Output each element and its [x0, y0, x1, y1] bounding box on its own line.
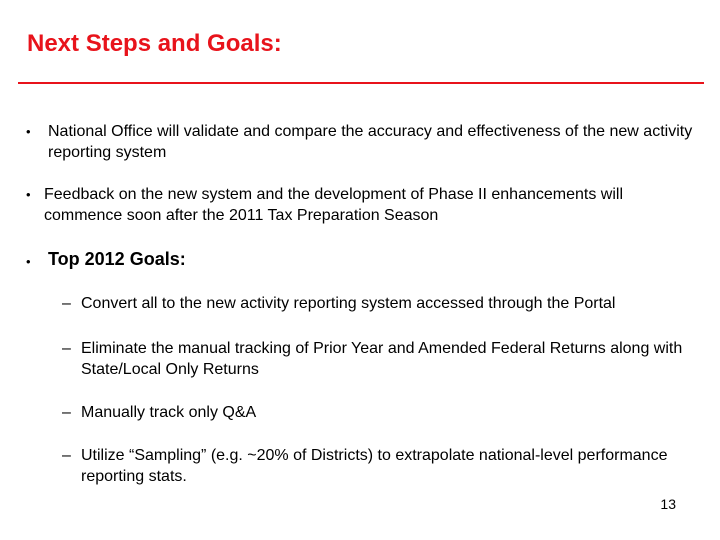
bullet-dot-icon: •	[26, 254, 31, 269]
sub-bullet-item-2	[62, 338, 702, 380]
dash-icon: –	[62, 340, 71, 357]
bullet-item-2	[26, 184, 696, 226]
page-number: 13	[660, 496, 676, 512]
dash-icon: –	[62, 295, 71, 312]
dash-icon: –	[62, 404, 71, 421]
bullet-text: National Office will validate and compare the accuracy and effectiveness of the new activity reporting system	[48, 123, 693, 161]
slide-title: Next Steps and Goals:	[27, 30, 282, 57]
dash-icon: –	[62, 447, 71, 464]
sub-bullet-text: Eliminate the manual tracking of Prior Year and Amended Federal Returns along with State/Local Only Returns	[81, 340, 683, 378]
sub-bullet-text: Utilize “Sampling” (e.g. ~20% of Districts) to extrapolate national-level performance reporting stats.	[81, 447, 668, 485]
title-divider	[18, 82, 704, 84]
bullet-item-1	[26, 121, 696, 163]
bullet-text: Top 2012 Goals:	[48, 249, 186, 269]
bullet-dot-icon: •	[26, 124, 31, 139]
sub-bullet-item-1	[62, 293, 702, 314]
bullet-text: Feedback on the new system and the development of Phase II enhancements will commence soon after the 2011 Tax Preparation Season	[44, 186, 624, 224]
bullet-item-3	[26, 249, 696, 270]
sub-bullet-item-3	[62, 402, 702, 423]
sub-bullet-item-4	[62, 445, 702, 487]
sub-bullet-text: Convert all to the new activity reporting system accessed through the Portal	[81, 295, 616, 312]
sub-bullet-text: Manually track only Q&A	[81, 404, 257, 421]
bullet-dot-icon: •	[26, 187, 31, 202]
